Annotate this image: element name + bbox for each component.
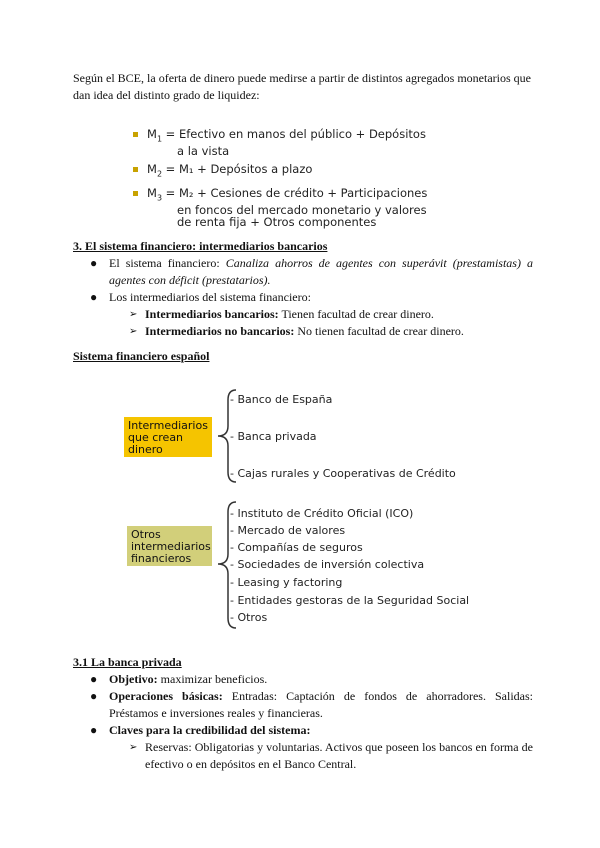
aggregate-cont: en foncos del mercado monetario y valores de renta fija + Otros componentes [177,202,427,229]
section-31 [73,654,533,773]
section-31-title: 3.1 La banca privada [73,655,182,669]
aggregate-lhs: M [147,162,157,177]
sub-bullet-text: Reservas: Obligatorias y voluntarias. Activos que poseen los bancos en forma de efectivo o en depósitos en el Banco Central. [145,740,533,771]
aggregate-lhs: M [147,185,157,200]
sub-bullet-item [73,739,533,773]
section-3-title: 3. El sistema financiero: intermediarios bancarios [73,239,328,253]
bullet-label: El sistema financiero: [109,256,226,270]
aggregate-sub: 1 [156,134,163,144]
aggregate-rhs: = M₁ + Depósitos a plazo [162,162,313,177]
group2-item: - Compañías de seguros [230,541,363,554]
bullet-item [73,671,533,688]
bullet-label: Los intermediarios del sistema financiero: [109,290,311,304]
aggregates-list [133,128,427,234]
group1-label-box: Intermediarios que crean dinero [124,417,212,457]
section-3 [73,238,533,340]
group1-item: - Banca privada [230,430,317,443]
group2-item: - Mercado de valores [230,524,346,537]
aggregate-rhs: = M₂ + Cesiones de crédito + Participaciones [162,185,428,200]
bullet-square-icon [133,191,138,196]
bullet-dot-icon: ● [90,672,98,686]
arrow-bullet-icon: ➢ [129,326,138,337]
bullet-item [73,255,533,289]
group1-item: - Banco de España [230,393,333,406]
bullet-item [73,289,533,306]
aggregate-lhs: M [147,127,157,141]
sub-bullet-text: No tienen facultad de crear dinero. [294,324,464,338]
sub-bullet-item [73,306,533,323]
group1-item: - Cajas rurales y Cooperativas de Crédito [230,467,456,480]
bullet-item [73,722,533,739]
group2-item: - Instituto de Crédito Oficial (ICO) [230,507,414,520]
group2-item: - Entidades gestoras de la Seguridad Social [230,594,470,607]
aggregate-m2 [133,163,427,180]
aggregate-m1 [133,128,427,157]
bullet-bold: Objetivo: [109,672,158,686]
bullet-italic-text: Canaliza ahorros de agentes con superávit (prestamistas) a agentes con déficit (prestatarios). [109,256,533,287]
arrow-bullet-icon: ➢ [129,742,138,753]
group2-item: - Otros [230,611,268,624]
group2-item: - Leasing y factoring [230,576,343,589]
sub-bullet-item [73,323,533,340]
aggregate-cont: a la vista [177,144,230,159]
bullet-square-icon [133,167,138,172]
bullet-dot-icon: ● [90,689,98,703]
bullet-item [73,688,533,722]
aggregate-m3 [133,187,427,228]
bullet-text: Entradas: Captación de fondos de ahorradores. Salidas: Préstamos e inversiones reales y financieras. [109,689,533,720]
aggregate-rhs: = Efectivo en manos del público + Depósitos [162,127,426,141]
bullet-bold: Claves para la credibilidad del sistema: [109,723,311,737]
diagram-title: Sistema financiero español [73,349,210,363]
arrow-bullet-icon: ➢ [129,309,138,320]
group2-label-box: Otros intermediarios financieros [127,526,212,566]
sub-bullet-text: Tienen facultad de crear dinero. [278,307,434,321]
aggregate-sub: 2 [156,169,163,179]
bullet-dot-icon: ● [90,256,98,270]
intro-paragraph: Según el BCE, la oferta de dinero puede medirse a partir de distintos agregados monetarios que dan idea del distinto grado de liquidez: [73,71,531,102]
bullet-text: maximizar beneficios. [157,672,268,686]
bullet-dot-icon: ● [90,290,98,304]
group2-item: - Sociedades de inversión colectiva [230,558,425,571]
aggregate-sub: 3 [156,192,163,202]
bullet-square-icon [133,132,138,137]
sub-bullet-bold: Intermediarios no bancarios: [145,324,295,338]
sub-bullet-bold: Intermediarios bancarios: [145,307,279,321]
bullet-bold: Operaciones básicas: [109,689,223,703]
bullet-dot-icon: ● [90,723,98,737]
